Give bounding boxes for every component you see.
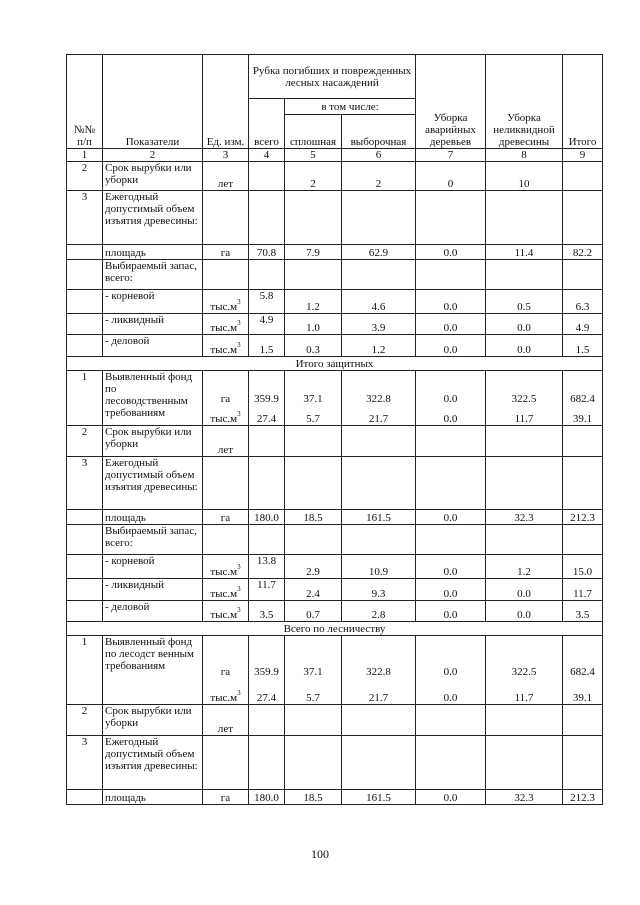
row-unit: $тыс.м^3$ <box>203 555 249 579</box>
row-label: Выбираемый запас, всего: <box>103 525 203 555</box>
row-label: Ежегодный допустимый объем изъятия древесины: <box>103 736 203 790</box>
header-including: в том числе: <box>285 99 416 115</box>
cell-emergency: 0.0 <box>416 790 486 805</box>
cell-total: 3.5 <box>249 601 285 622</box>
header-row-1 <box>67 55 603 99</box>
cell-selective: 161.5 <box>342 510 416 525</box>
header-itogo: Итого <box>563 55 603 149</box>
cell-illiquid: 0.0 <box>486 335 563 357</box>
row-unit: га <box>203 510 249 525</box>
cell-illiquid: 0.5 <box>486 290 563 314</box>
cell-selective: 2 <box>342 162 416 191</box>
row-label: Выявленный фонд по лесоводственным требованиям <box>103 371 203 426</box>
cell-total: 1.5 <box>249 335 285 357</box>
row-label: Срок вырубки или уборки <box>103 162 203 191</box>
col-num: 7 <box>416 149 486 162</box>
row-unit: $тыс.м^3$ <box>203 290 249 314</box>
row-unit: га <box>203 245 249 260</box>
cell-clear: 1.0 <box>285 314 342 335</box>
cell-illiquid: 11.4 <box>486 245 563 260</box>
cell-itogo: 212.3 <box>563 510 603 525</box>
section-row-itogo-zashchitnyh <box>67 357 603 371</box>
cell-clear: 0.7 <box>285 601 342 622</box>
row-label: - деловой <box>103 335 203 357</box>
cell-total: 70.8 <box>249 245 285 260</box>
cell-illiquid: 322.5 11.7 <box>486 636 563 705</box>
row-unit: $тыс.м^3$ <box>203 314 249 335</box>
table-row-fond-b <box>67 371 603 426</box>
cell-clear: 18.5 <box>285 510 342 525</box>
section-row-vsego-po-lesnichestvu <box>67 622 603 636</box>
row-label: Выбираемый запас, всего: <box>103 260 203 290</box>
header-illiquid: Уборка неликвидной древесины <box>486 55 563 149</box>
cell-total: 11.7 <box>249 579 285 601</box>
cell-itogo: 212.3 <box>563 790 603 805</box>
header-total: всего <box>249 99 285 149</box>
cell-emergency: 0.0 <box>416 579 486 601</box>
row-label: - ликвидный <box>103 579 203 601</box>
cell-clear: 18.5 <box>285 790 342 805</box>
row-unit: га <box>203 790 249 805</box>
section-title: Итого защитных <box>67 357 603 371</box>
cell-emergency: 0.0 <box>416 314 486 335</box>
cell-itogo: 4.9 <box>563 314 603 335</box>
row-num: 2 <box>67 705 103 736</box>
cell-selective: 3.9 <box>342 314 416 335</box>
cell-total: 13.8 <box>249 555 285 579</box>
cell-emergency: 0.0 0.0 <box>416 636 486 705</box>
row-num: 3 <box>67 191 103 245</box>
table-row-kornevoy-b <box>67 555 603 579</box>
cell-illiquid: 32.3 <box>486 790 563 805</box>
cell-itogo: 3.5 <box>563 601 603 622</box>
cell-selective: 9.3 <box>342 579 416 601</box>
cell-selective: 322.8 21.7 <box>342 636 416 705</box>
table-row-delovoy-b <box>67 601 603 622</box>
cell-emergency: 0.0 <box>416 510 486 525</box>
col-num: 2 <box>103 149 203 162</box>
cell-illiquid: 0.0 <box>486 579 563 601</box>
cell-emergency: 0.0 <box>416 290 486 314</box>
cell-total: 4.9 <box>249 314 285 335</box>
cell-total: 5.8 <box>249 290 285 314</box>
table-row-srok-b <box>67 426 603 457</box>
table-row-delovoy-a <box>67 335 603 357</box>
row-label: - корневой <box>103 555 203 579</box>
cell-itogo: 82.2 <box>563 245 603 260</box>
cell-emergency: 0.0 0.0 <box>416 371 486 426</box>
row-label: - ликвидный <box>103 314 203 335</box>
col-num: 6 <box>342 149 416 162</box>
table-row-ploshad-c <box>67 790 603 805</box>
row-label: площадь <box>103 510 203 525</box>
row-unit: лет <box>203 162 249 191</box>
cell-illiquid: 1.2 <box>486 555 563 579</box>
table-row-ploshad-b <box>67 510 603 525</box>
row-label: - деловой <box>103 601 203 622</box>
col-num: 8 <box>486 149 563 162</box>
cell-selective: 10.9 <box>342 555 416 579</box>
col-num: 9 <box>563 149 603 162</box>
col-num: 1 <box>67 149 103 162</box>
cell-selective: 161.5 <box>342 790 416 805</box>
cell-emergency: 0.0 <box>416 601 486 622</box>
row-unit: $тыс.м^3$ <box>203 579 249 601</box>
cell-illiquid: 322.5 11.7 <box>486 371 563 426</box>
row-unit: га $тыс.м^3$ <box>203 371 249 426</box>
cell-itogo: 682.4 39.1 <box>563 636 603 705</box>
col-num: 4 <box>249 149 285 162</box>
header-clear: сплошная <box>285 115 342 149</box>
row-label: Срок вырубки или уборки <box>103 426 203 457</box>
cell-itogo <box>563 162 603 191</box>
row-label: - корневой <box>103 290 203 314</box>
row-label: Выявленный фонд по лесодст венным требованиям <box>103 636 203 705</box>
row-unit: $тыс.м^3$ <box>203 601 249 622</box>
row-num: 2 <box>67 162 103 191</box>
table-row-likvidny-b <box>67 579 603 601</box>
cell-selective: 4.6 <box>342 290 416 314</box>
cell-illiquid: 32.3 <box>486 510 563 525</box>
header-emergency: Уборка аварийных деревьев <box>416 55 486 149</box>
cell-clear: 2.4 <box>285 579 342 601</box>
cell-selective: 2.8 <box>342 601 416 622</box>
cell-emergency: 0.0 <box>416 335 486 357</box>
column-number-row <box>67 149 603 162</box>
row-unit: лет <box>203 426 249 457</box>
row-unit: $тыс.м^3$ <box>203 335 249 357</box>
table-row-likvidny-a <box>67 314 603 335</box>
table-row-vybiraemy-b <box>67 525 603 555</box>
cell-illiquid: 10 <box>486 162 563 191</box>
section-title: Всего по лесничеству <box>67 622 603 636</box>
table-row-vybiraemy-a <box>67 260 603 290</box>
cell-total: 359.9 27.4 <box>249 636 285 705</box>
row-label: площадь <box>103 790 203 805</box>
cell-emergency: 0 <box>416 162 486 191</box>
cell-itogo: 11.7 <box>563 579 603 601</box>
cell-total: 359.9 27.4 <box>249 371 285 426</box>
cell-itogo: 682.4 39.1 <box>563 371 603 426</box>
row-label: Ежегодный допустимый объем изъятия древесины: <box>103 191 203 245</box>
cell-emergency: 0.0 <box>416 245 486 260</box>
cell-illiquid: 0.0 <box>486 601 563 622</box>
row-label: площадь <box>103 245 203 260</box>
cell-clear: 7.9 <box>285 245 342 260</box>
row-num: 1 <box>67 371 103 426</box>
cell-emergency: 0.0 <box>416 555 486 579</box>
cell-selective: 1.2 <box>342 335 416 357</box>
table-row-ejegodny-c <box>67 736 603 790</box>
cell-illiquid: 0.0 <box>486 314 563 335</box>
header-indicators: Показатели <box>103 55 203 149</box>
row-num: 3 <box>67 736 103 790</box>
page-number: 100 <box>311 847 329 861</box>
cell-clear: 2 <box>285 162 342 191</box>
cell-clear: 0.3 <box>285 335 342 357</box>
cell-selective: 62.9 <box>342 245 416 260</box>
cell-clear: 2.9 <box>285 555 342 579</box>
row-num: 3 <box>67 457 103 510</box>
row-label: Ежегодный допустимый объем изъятия древесины: <box>103 457 203 510</box>
cell-selective: 322.8 21.7 <box>342 371 416 426</box>
row-unit: га $тыс.м^3$ <box>203 636 249 705</box>
table-row-srok-a <box>67 162 603 191</box>
table-row-ejegodny-b <box>67 457 603 510</box>
cell-clear: 1.2 <box>285 290 342 314</box>
col-num: 5 <box>285 149 342 162</box>
row-num: 1 <box>67 636 103 705</box>
cell-itogo: 6.3 <box>563 290 603 314</box>
header-unit: Ед. изм. <box>203 55 249 149</box>
table-row-ejegodny-a <box>67 191 603 245</box>
cell-total <box>249 162 285 191</box>
header-selective: выборочная <box>342 115 416 149</box>
header-felling: Рубка погибших и поврежденных лесных насаждений <box>249 55 416 99</box>
row-num: 2 <box>67 426 103 457</box>
cell-itogo: 1.5 <box>563 335 603 357</box>
table-row-fond-c <box>67 636 603 705</box>
cell-itogo: 15.0 <box>563 555 603 579</box>
table-row-ploshad-a <box>67 245 603 260</box>
header-num: №№ п/п <box>67 55 103 149</box>
cell-total: 180.0 <box>249 510 285 525</box>
cell-clear: 37.1 5.7 <box>285 636 342 705</box>
table-row-kornevoy-a <box>67 290 603 314</box>
col-num: 3 <box>203 149 249 162</box>
forest-felling-table <box>66 54 603 805</box>
table-row-srok-c <box>67 705 603 736</box>
cell-total: 180.0 <box>249 790 285 805</box>
cell-clear: 37.1 5.7 <box>285 371 342 426</box>
row-label: Срок вырубки или уборки <box>103 705 203 736</box>
row-unit: лет <box>203 705 249 736</box>
